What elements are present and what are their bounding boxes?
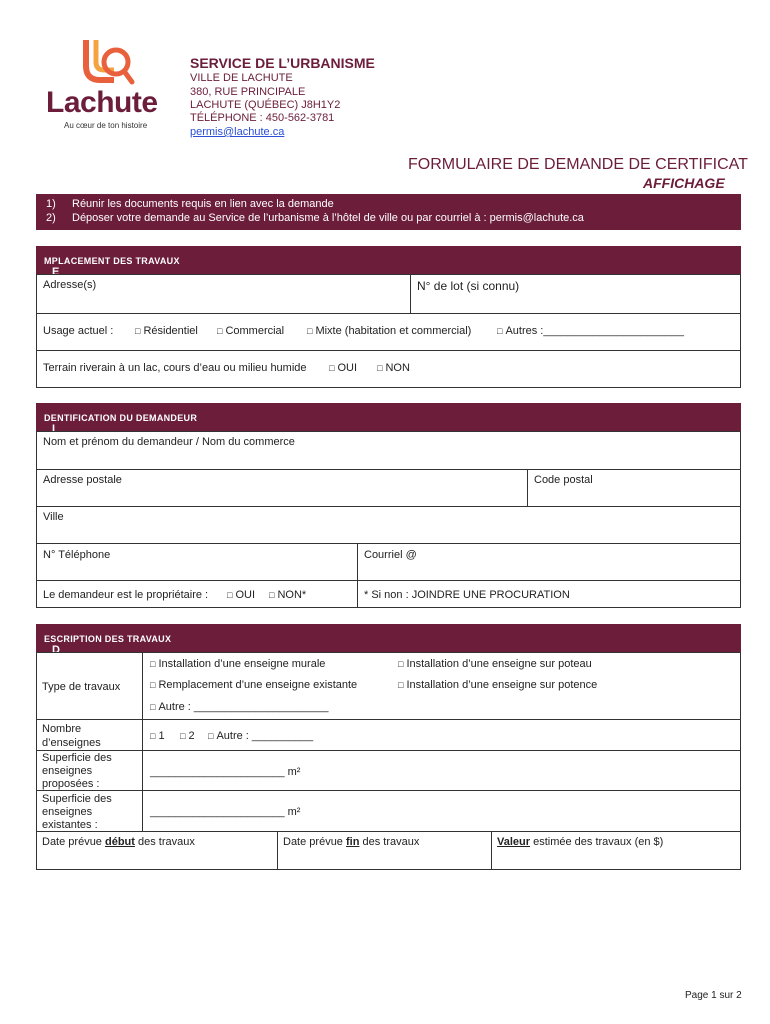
- section-header-demandeur: I DENTIFICATION DU DEMANDEUR: [36, 403, 741, 431]
- column-divider: [277, 831, 278, 870]
- procuration-note: * Si non : JOINDRE UNE PROCURATION: [364, 589, 570, 601]
- checkbox-mixte[interactable]: □ Mixte (habitation et commercial): [307, 325, 472, 337]
- lot-number-field[interactable]: [410, 274, 741, 314]
- riverain-row: [36, 350, 741, 388]
- checkbox-count-2[interactable]: □ 2: [180, 730, 195, 742]
- owner-label: Le demandeur est le propriétaire :: [43, 589, 209, 601]
- address-line: LACHUTE (QUÉBEC) J8H1Y2: [190, 99, 341, 111]
- postal-code-label: Code postal: [534, 474, 593, 486]
- usage-label: Usage actuel :: [43, 325, 114, 337]
- address-field[interactable]: [36, 274, 411, 314]
- checkbox-enseigne-poteau[interactable]: □ Installation d’une enseigne sur poteau: [398, 658, 592, 670]
- type-travaux-label: Type de travaux: [42, 681, 121, 693]
- page-number: Page 1 sur 2: [685, 990, 742, 1001]
- instruction-item: 1) Réunir les documents requis en lien avec la demande: [46, 198, 334, 210]
- checkbox-owner-oui[interactable]: □ OUI: [227, 589, 255, 601]
- superficie-existantes-label: Superficie des: [42, 793, 112, 805]
- row-divider: [36, 719, 741, 720]
- phone-field[interactable]: [36, 543, 358, 581]
- city-field[interactable]: [36, 506, 741, 544]
- row-divider: [36, 831, 741, 832]
- owner-row: [36, 580, 358, 608]
- checkbox-riverain-oui[interactable]: □ OUI: [329, 362, 357, 374]
- superficie-existantes-label: existantes :: [42, 819, 98, 831]
- date-fin-field[interactable]: Date prévue fin des travaux: [283, 836, 420, 848]
- superficie-proposees-label: enseignes: [42, 765, 93, 777]
- superficie-proposees-label: Superficie des: [42, 752, 112, 764]
- requester-name-label: Nom et prénom du demandeur / Nom du commerce: [43, 436, 295, 448]
- address-label: Adresse(s): [43, 279, 97, 291]
- phone-line: TÉLÉPHONE : 450-562-3781: [190, 112, 335, 124]
- checkbox-residentiel[interactable]: □ Résidentiel: [135, 325, 198, 337]
- checkbox-enseigne-murale[interactable]: □ Installation d’une enseigne murale: [150, 658, 326, 670]
- section-header-emplacement: E MPLACEMENT DES TRAVAUX: [36, 246, 741, 274]
- nombre-enseignes-label: Nombre: [42, 723, 82, 735]
- date-debut-field[interactable]: Date prévue début des travaux: [42, 836, 195, 848]
- checkbox-owner-non[interactable]: □ NON*: [269, 589, 307, 601]
- instruction-item: 2) Déposer votre demande au Service de l’urbanisme à l’hôtel de ville ou par courriel à : permis@lachute.ca: [46, 212, 584, 224]
- email-label: Courriel @: [364, 549, 417, 561]
- logo-wordmark: Lachute: [46, 86, 158, 119]
- superficie-proposees-label: proposées :: [42, 778, 100, 790]
- address-line: VILLE DE LACHUTE: [190, 72, 293, 84]
- city-label: Ville: [43, 511, 64, 523]
- logo-tagline: Au cœur de ton histoire: [64, 121, 148, 130]
- form-subtitle: AFFICHAGE: [643, 175, 725, 191]
- superficie-existantes-input[interactable]: ______________________ m²: [150, 806, 301, 818]
- usage-row: [36, 313, 741, 351]
- row-divider: [36, 750, 741, 751]
- form-title: FORMULAIRE DE DEMANDE DE CERTIFICAT: [408, 156, 748, 173]
- postal-address-label: Adresse postale: [43, 474, 122, 486]
- checkbox-autres[interactable]: □ Autres :_______________________: [497, 325, 685, 337]
- riverain-label: Terrain riverain à un lac, cours d’eau ou milieu humide: [43, 362, 307, 374]
- superficie-proposees-input[interactable]: ______________________ m²: [150, 766, 301, 778]
- checkbox-riverain-non[interactable]: □ NON: [377, 362, 410, 374]
- checkbox-count-autre[interactable]: □ Autre : __________: [208, 730, 314, 742]
- checkbox-enseigne-potence[interactable]: □ Installation d’une enseigne sur potence: [398, 679, 598, 691]
- phone-label: N° Téléphone: [43, 549, 111, 561]
- procuration-note-box: [357, 580, 741, 608]
- address-line: 380, RUE PRINCIPALE: [190, 86, 306, 98]
- checkbox-remplacement[interactable]: □ Remplacement d’une enseigne existante: [150, 679, 358, 691]
- column-divider: [491, 831, 492, 870]
- email-link[interactable]: permis@lachute.ca: [190, 126, 285, 138]
- section-header-description: D ESCRIPTION DES TRAVAUX: [36, 624, 741, 652]
- nombre-enseignes-label: d’enseignes: [42, 737, 101, 749]
- superficie-existantes-label: enseignes: [42, 806, 93, 818]
- checkbox-count-1[interactable]: □ 1: [150, 730, 165, 742]
- postal-code-field[interactable]: [527, 469, 741, 507]
- row-divider: [36, 790, 741, 791]
- lot-label: N° de lot (si connu): [417, 279, 520, 293]
- column-divider: [142, 652, 143, 832]
- checkbox-type-autre[interactable]: □ Autre : ______________________: [150, 701, 329, 713]
- checkbox-commercial[interactable]: □ Commercial: [217, 325, 285, 337]
- valeur-travaux-field[interactable]: Valeur estimée des travaux (en $): [497, 836, 664, 848]
- postal-address-field[interactable]: [36, 469, 528, 507]
- requester-name-field[interactable]: [36, 431, 741, 470]
- service-title: SERVICE DE L’URBANISME: [190, 55, 375, 71]
- email-field[interactable]: [357, 543, 741, 581]
- instructions-bar: [36, 194, 741, 230]
- lachute-logo-mark: [80, 36, 136, 88]
